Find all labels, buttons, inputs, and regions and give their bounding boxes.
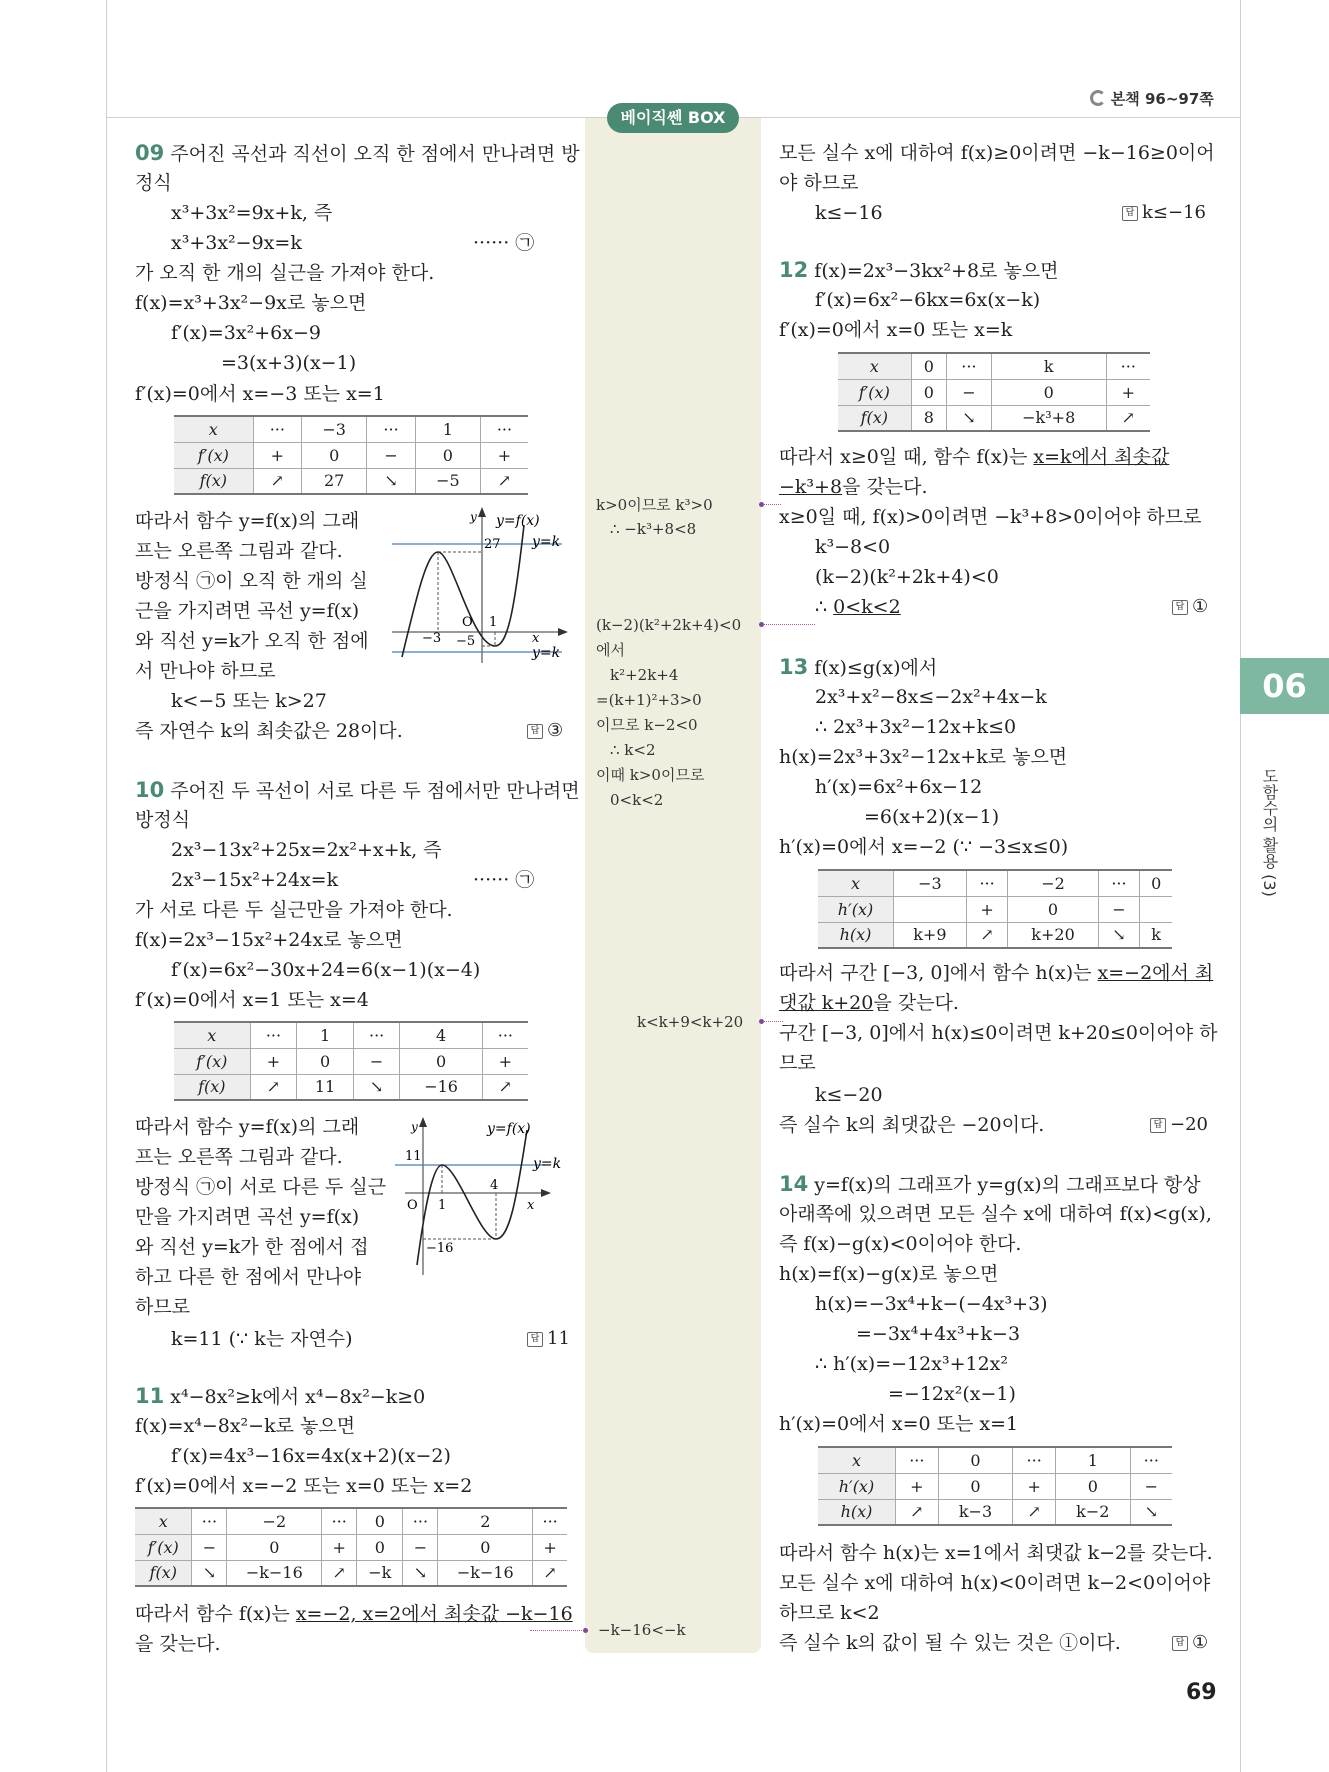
p14-line1: 14 y=f(x)의 그래프가 y=g(x)의 그래프보다 항상 <box>779 1172 1201 1196</box>
table-cell: 0 <box>415 442 480 468</box>
p13-line2: 2x³+x²−8x≤−2x²+4x−k <box>815 686 1047 708</box>
p14-line13: 즉 실수 k의 값이 될 수 있는 것은 ①이다. <box>779 1632 1121 1654</box>
p14-answer: 답 ① <box>1172 1630 1208 1656</box>
table-row-header: f′(x) <box>135 1534 192 1560</box>
table-cell: ↘ <box>192 1560 227 1586</box>
p14-line4: h(x)=f(x)−g(x)로 놓으면 <box>779 1263 999 1285</box>
p10-graph-x-arrow-icon <box>541 1189 551 1197</box>
table-cell: 4 <box>400 1022 482 1048</box>
table-row-header: x <box>838 353 911 379</box>
p11-line3: f′(x)=4x³−16x=4x(x+2)(x−2) <box>171 1445 451 1467</box>
p13-number: 13 <box>779 655 809 679</box>
p10-line5: 가 서로 다른 두 실근만을 가져야 한다. <box>135 899 453 921</box>
p11-line4: f′(x)=0에서 x=−2 또는 x=0 또는 x=2 <box>135 1475 473 1497</box>
table-cell: ↗ <box>250 1074 297 1100</box>
table-cell: ··· <box>895 1447 938 1473</box>
table-cell: ↘ <box>367 468 416 494</box>
table-row-header: x <box>174 416 253 442</box>
p14-line8: =−12x²(x−1) <box>888 1383 1016 1405</box>
p09-variation-table <box>174 415 528 495</box>
p12-line7: k³−8<0 <box>815 536 891 558</box>
table-cell: −3 <box>894 870 967 896</box>
table-cell: ··· <box>480 416 528 442</box>
p09-line4-tag: ······ ㉠ <box>473 232 535 254</box>
table-cell: ↗ <box>895 1499 938 1525</box>
side-note-9: 이때 k>0이므로 <box>596 766 705 784</box>
page-left-border <box>106 0 107 1772</box>
p09-graph-label-27: 27 <box>484 537 501 552</box>
p10-line7: f′(x)=6x²−30x+24=6(x−1)(x−4) <box>171 959 481 981</box>
table-cell: 0 <box>1140 870 1172 896</box>
table-cell: ↗ <box>482 1074 528 1100</box>
table-cell: 0 <box>911 353 946 379</box>
table-cell: − <box>947 379 992 405</box>
table-cell: ··· <box>966 870 1008 896</box>
side-note-2: ∴ −k³+8<8 <box>610 520 697 538</box>
table-cell: −k³+8 <box>991 405 1106 431</box>
page-right-border <box>1240 0 1241 1772</box>
p12-line8: (k−2)(k²+2k+4)<0 <box>815 566 999 588</box>
table-cell: k+20 <box>1008 922 1098 948</box>
p12-number: 12 <box>779 258 809 282</box>
p14-line11: 모든 실수 x에 대하여 h(x)<0이려면 k−2<0이어야 <box>779 1572 1211 1594</box>
table-row-header: f(x) <box>174 1074 250 1100</box>
table-row <box>174 442 528 468</box>
table-cell <box>1140 896 1172 922</box>
p09-graph <box>392 505 572 663</box>
table-row <box>174 468 528 494</box>
table-row-header: f(x) <box>135 1560 192 1586</box>
connector-line-2 <box>763 624 815 625</box>
p13-line10: 구간 [−3, 0]에서 h(x)≤0이려면 k+20≤0이어야 하 <box>779 1022 1218 1044</box>
table-cell: + <box>480 442 528 468</box>
table-cell: 0 <box>357 1508 403 1534</box>
p12-line1: 12 f(x)=2x³−3kx²+8로 놓으면 <box>779 258 1059 282</box>
side-note-10: 0<k<2 <box>610 791 664 809</box>
p09-graph-label-x: x <box>532 631 540 646</box>
connector-line-3 <box>763 1021 783 1022</box>
table-row-header: f′(x) <box>174 1048 250 1074</box>
table-row <box>174 1048 528 1074</box>
p10-text6: 하고 다른 한 점에서 만나야 <box>135 1266 362 1288</box>
table-cell: − <box>367 442 416 468</box>
p09-text4: 근을 가지려면 곡선 y=f(x) <box>135 600 360 622</box>
table-cell: ↗ <box>1013 1499 1056 1525</box>
p09-line2: 정식 <box>135 172 172 194</box>
p11-right-line3: k≤−16 <box>815 202 883 224</box>
p12-answer: 답 ① <box>1172 594 1208 620</box>
table-row <box>838 353 1150 379</box>
p10-text4: 만을 가지려면 곡선 y=f(x) <box>135 1206 360 1228</box>
answer-mark-icon: 답 <box>527 724 543 739</box>
table-cell: − <box>353 1048 400 1074</box>
table-cell: k <box>1140 922 1172 948</box>
p11-number: 11 <box>135 1384 165 1408</box>
answer-mark-icon: 답 <box>1150 1118 1166 1133</box>
table-cell: + <box>250 1048 297 1074</box>
table-cell: 0 <box>1008 896 1098 922</box>
p09-graph-label-y: y <box>470 510 477 524</box>
table-row <box>818 1447 1172 1473</box>
table-cell: − <box>1130 1473 1172 1499</box>
p14-line5: h(x)=−3x⁴+k−(−4x³+3) <box>815 1293 1048 1315</box>
p11-line6: 을 갖는다. <box>135 1633 221 1655</box>
p10-graph-label-1: 1 <box>438 1198 447 1213</box>
chapter-title: 도함수의 활용 (3) <box>1260 768 1279 897</box>
chapter-tab: 06 <box>1240 658 1329 714</box>
p12-line9: ∴ 0<k<2 <box>815 596 901 618</box>
table-row <box>818 870 1172 896</box>
p13-answer: 답 −20 <box>1150 1112 1208 1138</box>
p10-graph <box>395 1115 575 1275</box>
p10-graph-label-4: 4 <box>490 1178 499 1193</box>
book-ref-text: 본책 96~97쪽 <box>1110 90 1214 108</box>
side-note-6: =(k+1)²+3>0 <box>596 691 702 709</box>
p09-graph-y-arrow-icon <box>478 507 486 517</box>
p10-text7: 하므로 <box>135 1296 191 1318</box>
p12-line4: 따라서 x≥0일 때, 함수 f(x)는 x=k에서 최솟값 <box>779 446 1170 468</box>
table-row-header: f(x) <box>838 405 911 431</box>
table-row <box>135 1534 567 1560</box>
table-cell: ··· <box>1106 353 1150 379</box>
p09-number: 09 <box>135 141 165 165</box>
p09-graph-label-fx: y=f(x) <box>496 513 540 529</box>
p12-line6: x≥0일 때, f(x)>0이려면 −k³+8>0이어야 하므로 <box>779 506 1202 528</box>
p09-text2: 프는 오른쪽 그림과 같다. <box>135 540 343 562</box>
p09-line3: x³+3x²=9x+k, 즉 <box>171 202 333 224</box>
answer-mark-icon: 답 <box>1172 1636 1188 1651</box>
table-cell: ··· <box>353 1022 400 1048</box>
p09-text7: k<−5 또는 k>27 <box>171 690 327 712</box>
table-row <box>135 1560 567 1586</box>
p11-right-line1: 모든 실수 x에 대하여 f(x)≥0이려면 −k−16≥0이어 <box>779 142 1215 164</box>
p13-line4: h(x)=2x³+3x²−12x+k로 놓으면 <box>779 746 1068 768</box>
table-cell: ··· <box>403 1508 438 1534</box>
table-row <box>174 1022 528 1048</box>
table-row <box>174 416 528 442</box>
p10-text2: 프는 오른쪽 그림과 같다. <box>135 1146 343 1168</box>
side-note-1: k>0이므로 k³>0 <box>596 496 713 514</box>
p09-text3: 방정식 ㉠이 오직 한 개의 실 <box>135 570 368 592</box>
table-row <box>838 405 1150 431</box>
p10-graph-y-arrow-icon <box>419 1117 427 1127</box>
table-cell: 0 <box>938 1473 1013 1499</box>
p10-line4-tag: ······ ㉠ <box>473 869 535 891</box>
p09-line1: 09 주어진 곡선과 직선이 오직 한 점에서 만나려면 방 <box>135 141 580 165</box>
p10-answer: 답 11 <box>527 1326 570 1352</box>
side-note-7: 이므로 k−2<0 <box>596 716 698 734</box>
p14-line12: 하므로 k<2 <box>779 1602 880 1624</box>
table-cell: 1 <box>415 416 480 442</box>
table-cell: −16 <box>400 1074 482 1100</box>
table-cell: 0 <box>297 1048 353 1074</box>
p13-line8: 따라서 구간 [−3, 0]에서 함수 h(x)는 x=−2에서 최 <box>779 962 1214 984</box>
p10-text5: 와 직선 y=k가 한 점에서 접 <box>135 1236 369 1258</box>
p14-line10: 따라서 함수 h(x)는 x=1에서 최댓값 k−2를 갖는다. <box>779 1542 1213 1564</box>
p09-graph-label-m3: −3 <box>422 631 442 646</box>
table-row-header: f′(x) <box>838 379 911 405</box>
p09-graph-label-o: O <box>462 615 473 630</box>
table-row-header: x <box>135 1508 192 1534</box>
table-cell: ··· <box>1013 1447 1056 1473</box>
side-note-11: k<k+9<k+20 <box>637 1013 744 1031</box>
p14-line6: =−3x⁴+4x³+k−3 <box>856 1323 1021 1345</box>
p09-line6: f(x)=x³+3x²−9x로 놓으면 <box>135 292 367 314</box>
p12-line3: f′(x)=0에서 x=0 또는 x=k <box>779 319 1013 341</box>
table-cell: −3 <box>302 416 367 442</box>
p11-line1: 11 x⁴−8x²≥k에서 x⁴−8x²−k≥0 <box>135 1384 426 1408</box>
p11-line5: 따라서 함수 f(x)는 x=−2, x=2에서 최솟값 −k−16 <box>135 1603 573 1625</box>
p10-line4: 2x³−15x²+24x=k <box>171 869 339 891</box>
table-row <box>818 922 1172 948</box>
p10-graph-label-k: y=k <box>533 1156 562 1172</box>
table-cell: 0 <box>400 1048 482 1074</box>
p13-line3: ∴ 2x³+3x²−12x+k≤0 <box>815 716 1017 738</box>
p12-line2: f′(x)=6x²−6kx=6x(x−k) <box>815 289 1041 311</box>
p09-text1: 따라서 함수 y=f(x)의 그래 <box>135 510 360 532</box>
table-cell: + <box>482 1048 528 1074</box>
table-cell: + <box>1106 379 1150 405</box>
table-row-header: f′(x) <box>174 442 253 468</box>
table-cell: − <box>403 1534 438 1560</box>
table-cell: 0 <box>911 379 946 405</box>
p11-answer: 답 k≤−16 <box>1122 200 1206 226</box>
p10-line6: f(x)=2x³−15x²+24x로 놓으면 <box>135 929 403 951</box>
table-cell <box>894 896 967 922</box>
table-cell: ··· <box>533 1508 567 1534</box>
table-row <box>818 896 1172 922</box>
p09-graph-x-arrow-icon <box>558 628 568 636</box>
table-row <box>174 1074 528 1100</box>
p14-line9: h′(x)=0에서 x=0 또는 x=1 <box>779 1413 1019 1435</box>
table-cell: ··· <box>250 1022 297 1048</box>
table-cell: k <box>991 353 1106 379</box>
table-cell: ↘ <box>1130 1499 1172 1525</box>
p13-variation-table <box>818 869 1172 949</box>
table-cell: −k−16 <box>227 1560 322 1586</box>
p14-variation-table <box>818 1446 1172 1526</box>
p12-line5: −k³+8을 갖는다. <box>779 476 928 498</box>
p09-line8: =3(x+3)(x−1) <box>221 352 357 374</box>
p10-graph-label-11: 11 <box>405 1149 422 1164</box>
table-cell: ··· <box>1130 1447 1172 1473</box>
p10-text3: 방정식 ㉠이 서로 다른 두 실근 <box>135 1176 387 1198</box>
p09-graph-label-m5: −5 <box>456 634 476 649</box>
p10-graph-label-fx: y=f(x) <box>487 1121 531 1137</box>
table-row-header: x <box>174 1022 250 1048</box>
book-ref <box>1090 88 1214 109</box>
p10-line3: 2x³−13x²+25x=2x²+x+k, 즉 <box>171 839 442 861</box>
p11-right-line2: 야 하므로 <box>779 172 859 194</box>
table-cell: + <box>895 1473 938 1499</box>
table-cell: 1 <box>1056 1447 1131 1473</box>
p09-text5: 와 직선 y=k가 오직 한 점에 <box>135 630 369 652</box>
table-cell: k−3 <box>938 1499 1013 1525</box>
table-row <box>818 1473 1172 1499</box>
table-cell: ··· <box>482 1022 528 1048</box>
table-cell: ↗ <box>1106 405 1150 431</box>
basic-box-panel <box>585 118 761 1653</box>
table-cell: ↘ <box>1098 922 1140 948</box>
table-row-header: h(x) <box>818 922 894 948</box>
table-cell: ··· <box>1098 870 1140 896</box>
table-cell: 0 <box>357 1534 403 1560</box>
book-icon <box>1090 90 1106 106</box>
table-row <box>818 1499 1172 1525</box>
table-row-header: f(x) <box>174 468 253 494</box>
table-row <box>135 1508 567 1534</box>
p13-line7: h′(x)=0에서 x=−2 (∵ −3≤x≤0) <box>779 836 1069 858</box>
p09-graph-label-k1: y=k <box>532 534 561 550</box>
table-cell: −k <box>357 1560 403 1586</box>
p10-line8: f′(x)=0에서 x=1 또는 x=4 <box>135 989 369 1011</box>
p10-text1: 따라서 함수 y=f(x)의 그래 <box>135 1116 360 1138</box>
answer-mark-icon: 답 <box>527 1332 543 1347</box>
table-cell: − <box>1098 896 1140 922</box>
table-cell: + <box>533 1534 567 1560</box>
side-note-4: 에서 <box>596 641 625 659</box>
table-row <box>838 379 1150 405</box>
table-cell: 2 <box>438 1508 533 1534</box>
p09-line7: f′(x)=3x²+6x−9 <box>171 322 321 344</box>
table-row-header: x <box>818 1447 895 1473</box>
p09-line5: 가 오직 한 개의 실근을 가져야 한다. <box>135 262 435 284</box>
table-cell: −k−16 <box>438 1560 533 1586</box>
table-cell: 0 <box>227 1534 322 1560</box>
table-cell: −2 <box>227 1508 322 1534</box>
table-cell: ··· <box>367 416 416 442</box>
p14-number: 14 <box>779 1172 809 1196</box>
p11-line2: f(x)=x⁴−8x²−k로 놓으면 <box>135 1415 356 1437</box>
table-cell: + <box>253 442 302 468</box>
table-cell: ↗ <box>253 468 302 494</box>
table-cell: ↘ <box>403 1560 438 1586</box>
p10-graph-label-o: O <box>407 1198 418 1213</box>
p14-line3: 즉 f(x)−g(x)<0이어야 한다. <box>779 1233 1022 1255</box>
p09-graph-label-1: 1 <box>489 615 498 630</box>
connector-line-4 <box>530 1630 584 1631</box>
p10-line2: 방정식 <box>135 809 191 831</box>
table-cell: + <box>966 896 1008 922</box>
answer-mark-icon: 답 <box>1172 600 1188 615</box>
p09-graph-label-k2: y=k <box>532 645 561 661</box>
table-cell: k−2 <box>1056 1499 1131 1525</box>
table-cell: 1 <box>297 1022 353 1048</box>
p11-variation-table <box>135 1507 567 1587</box>
p10-number: 10 <box>135 778 165 802</box>
table-cell: ↘ <box>353 1074 400 1100</box>
table-row-header: h(x) <box>818 1499 895 1525</box>
table-cell: ··· <box>192 1508 227 1534</box>
side-note-8: ∴ k<2 <box>610 741 656 759</box>
table-cell: 8 <box>911 405 946 431</box>
p13-line13: 즉 실수 k의 최댓값은 −20이다. <box>779 1114 1045 1136</box>
table-cell: −2 <box>1008 870 1098 896</box>
table-cell: ↗ <box>966 922 1008 948</box>
p14-line2: 아래쪽에 있으려면 모든 실수 x에 대하여 f(x)<g(x), <box>779 1203 1212 1225</box>
p13-line5: h′(x)=6x²+6x−12 <box>815 776 983 798</box>
table-cell: + <box>322 1534 357 1560</box>
p13-line1: 13 f(x)≤g(x)에서 <box>779 655 938 679</box>
table-cell: 0 <box>1056 1473 1131 1499</box>
p10-line1: 10 주어진 두 곡선이 서로 다른 두 점에서만 만나려면 <box>135 778 580 802</box>
p10-text8: k=11 (∵ k는 자연수) <box>171 1328 353 1350</box>
table-row-header: h′(x) <box>818 896 894 922</box>
p10-graph-label-x: x <box>527 1198 535 1213</box>
basic-box-label: 베이직쎈 BOX <box>607 103 739 133</box>
p10-variation-table <box>174 1021 528 1101</box>
p10-graph-label-m16: −16 <box>426 1241 454 1256</box>
p09-line4: x³+3x²−9x=k <box>171 232 302 254</box>
table-cell: 0 <box>438 1534 533 1560</box>
p09-text6: 서 만나야 하므로 <box>135 660 276 682</box>
side-note-3: (k−2)(k²+2k+4)<0 <box>596 616 742 634</box>
table-cell: ··· <box>947 353 992 379</box>
table-cell: −5 <box>415 468 480 494</box>
table-cell: − <box>192 1534 227 1560</box>
page-number: 69 <box>1186 1680 1217 1705</box>
table-cell: 0 <box>991 379 1106 405</box>
table-cell: + <box>1013 1473 1056 1499</box>
p09-answer: 답 ③ <box>527 718 563 744</box>
table-cell: 11 <box>297 1074 353 1100</box>
table-cell: 0 <box>938 1447 1013 1473</box>
p09-text8: 즉 자연수 k의 최솟값은 28이다. <box>135 720 403 742</box>
table-cell: ↗ <box>322 1560 357 1586</box>
table-cell: ··· <box>253 416 302 442</box>
side-note-12: −k−16<−k <box>598 1621 686 1639</box>
table-cell: k+9 <box>894 922 967 948</box>
table-cell: ↗ <box>533 1560 567 1586</box>
side-note-5: k²+2k+4 <box>610 666 679 684</box>
connector-line-1 <box>763 504 781 505</box>
p13-line9: 댓값 k+20을 갖는다. <box>779 992 959 1014</box>
table-cell: ↘ <box>947 405 992 431</box>
p13-line11: 므로 <box>779 1052 816 1074</box>
p12-variation-table <box>838 352 1150 432</box>
table-cell: 27 <box>302 468 367 494</box>
p10-graph-label-y: y <box>411 1120 418 1134</box>
table-cell: ↗ <box>480 468 528 494</box>
p13-line6: =6(x+2)(x−1) <box>864 806 1000 828</box>
table-row-header: x <box>818 870 894 896</box>
p13-line12: k≤−20 <box>815 1084 883 1106</box>
p14-line7: ∴ h′(x)=−12x³+12x² <box>815 1353 1008 1375</box>
table-cell: ··· <box>322 1508 357 1534</box>
p09-line9: f′(x)=0에서 x=−3 또는 x=1 <box>135 383 385 405</box>
answer-mark-icon: 답 <box>1122 206 1138 221</box>
table-cell: 0 <box>302 442 367 468</box>
table-row-header: h′(x) <box>818 1473 895 1499</box>
